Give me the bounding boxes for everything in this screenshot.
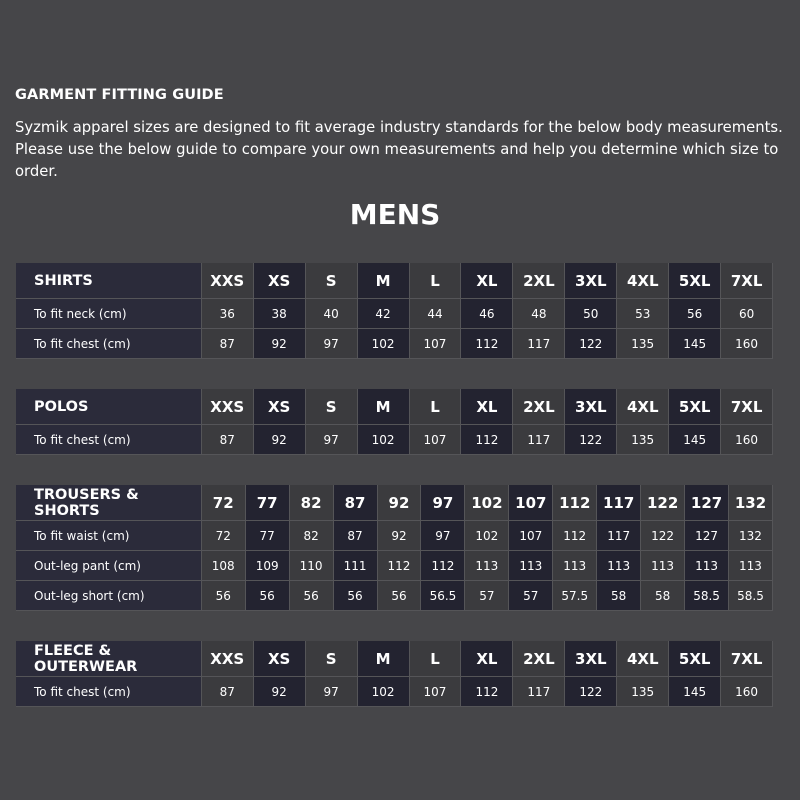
size-column-header: 2XL bbox=[513, 263, 565, 299]
measurement-value: 102 bbox=[465, 521, 509, 551]
measurement-value: 50 bbox=[565, 299, 617, 329]
size-column-header: XL bbox=[461, 641, 513, 677]
size-column-header: 4XL bbox=[617, 263, 669, 299]
size-column-header: 3XL bbox=[565, 389, 617, 425]
measurement-value: 160 bbox=[721, 425, 773, 455]
size-column-header: M bbox=[358, 263, 410, 299]
size-column-header: 82 bbox=[290, 485, 334, 521]
size-column-header: 87 bbox=[334, 485, 378, 521]
size-column-header: 97 bbox=[421, 485, 465, 521]
measurement-value: 113 bbox=[597, 551, 641, 581]
size-column-header: 117 bbox=[597, 485, 641, 521]
size-column-header: S bbox=[306, 641, 358, 677]
size-column-header: 4XL bbox=[617, 641, 669, 677]
measurement-value: 112 bbox=[553, 521, 597, 551]
measurement-value: 113 bbox=[465, 551, 509, 581]
measurement-value: 87 bbox=[202, 677, 254, 707]
measurement-value: 77 bbox=[246, 521, 290, 551]
measurement-value: 58 bbox=[597, 581, 641, 611]
measurement-value: 57 bbox=[465, 581, 509, 611]
measurement-value: 97 bbox=[306, 329, 358, 359]
measurement-value: 56 bbox=[290, 581, 334, 611]
polos-size-table bbox=[16, 389, 773, 455]
table-row bbox=[16, 521, 773, 551]
table-row bbox=[16, 329, 773, 359]
table-row bbox=[16, 299, 773, 329]
size-column-header: 7XL bbox=[721, 263, 773, 299]
size-column-header: 7XL bbox=[721, 641, 773, 677]
measurement-value: 42 bbox=[358, 299, 410, 329]
size-column-header: XS bbox=[254, 389, 306, 425]
measurement-value: 145 bbox=[669, 677, 721, 707]
size-column-header: XS bbox=[254, 263, 306, 299]
measurement-value: 56 bbox=[246, 581, 290, 611]
size-column-header: 122 bbox=[641, 485, 685, 521]
size-column-header: S bbox=[306, 389, 358, 425]
measurement-value: 40 bbox=[306, 299, 358, 329]
measurement-value: 112 bbox=[378, 551, 422, 581]
measurement-value: 102 bbox=[358, 677, 410, 707]
measurement-value: 112 bbox=[461, 425, 513, 455]
measurement-label: Out-leg short (cm) bbox=[16, 581, 202, 611]
measurement-value: 113 bbox=[641, 551, 685, 581]
measurement-value: 58.5 bbox=[685, 581, 729, 611]
size-column-header: M bbox=[358, 389, 410, 425]
size-column-header: 3XL bbox=[565, 263, 617, 299]
measurement-label: Out-leg pant (cm) bbox=[16, 551, 202, 581]
measurement-value: 92 bbox=[378, 521, 422, 551]
measurement-value: 160 bbox=[721, 677, 773, 707]
trousers-shorts-size-table bbox=[16, 485, 773, 611]
measurement-value: 58 bbox=[641, 581, 685, 611]
size-column-header: XL bbox=[461, 263, 513, 299]
measurement-value: 112 bbox=[461, 329, 513, 359]
size-column-header: XL bbox=[461, 389, 513, 425]
measurement-value: 48 bbox=[513, 299, 565, 329]
measurement-value: 38 bbox=[254, 299, 306, 329]
measurement-value: 44 bbox=[410, 299, 462, 329]
measurement-label: To fit chest (cm) bbox=[16, 425, 202, 455]
section-title: MENS bbox=[349, 198, 441, 231]
page-heading: GARMENT FITTING GUIDE bbox=[15, 87, 224, 103]
table-row bbox=[16, 581, 773, 611]
table-header-row bbox=[16, 263, 773, 299]
measurement-value: 127 bbox=[685, 521, 729, 551]
measurement-value: 107 bbox=[410, 677, 462, 707]
shirts-size-table bbox=[16, 263, 773, 359]
measurement-value: 135 bbox=[617, 329, 669, 359]
measurement-label: To fit neck (cm) bbox=[16, 299, 202, 329]
measurement-value: 108 bbox=[202, 551, 246, 581]
table-row bbox=[16, 425, 773, 455]
measurement-value: 57.5 bbox=[553, 581, 597, 611]
measurement-value: 102 bbox=[358, 329, 410, 359]
size-column-header: 107 bbox=[509, 485, 553, 521]
size-column-header: L bbox=[410, 263, 462, 299]
measurement-value: 60 bbox=[721, 299, 773, 329]
measurement-value: 113 bbox=[729, 551, 773, 581]
measurement-value: 117 bbox=[513, 425, 565, 455]
measurement-value: 97 bbox=[421, 521, 465, 551]
measurement-value: 107 bbox=[410, 425, 462, 455]
size-column-header: S bbox=[306, 263, 358, 299]
measurement-value: 56 bbox=[669, 299, 721, 329]
size-column-header: 2XL bbox=[513, 389, 565, 425]
size-column-header: 72 bbox=[202, 485, 246, 521]
measurement-value: 87 bbox=[202, 425, 254, 455]
measurement-value: 145 bbox=[669, 425, 721, 455]
size-column-header: 102 bbox=[465, 485, 509, 521]
table-title: SHIRTS bbox=[16, 263, 202, 299]
measurement-value: 112 bbox=[421, 551, 465, 581]
size-column-header: 5XL bbox=[669, 263, 721, 299]
measurement-value: 117 bbox=[597, 521, 641, 551]
measurement-value: 135 bbox=[617, 425, 669, 455]
measurement-value: 160 bbox=[721, 329, 773, 359]
measurement-value: 117 bbox=[513, 677, 565, 707]
measurement-value: 111 bbox=[334, 551, 378, 581]
measurement-value: 92 bbox=[254, 677, 306, 707]
size-column-header: 92 bbox=[378, 485, 422, 521]
measurement-label: To fit waist (cm) bbox=[16, 521, 202, 551]
measurement-value: 92 bbox=[254, 425, 306, 455]
measurement-value: 87 bbox=[334, 521, 378, 551]
table-title: POLOS bbox=[16, 389, 202, 425]
measurement-value: 92 bbox=[254, 329, 306, 359]
size-column-header: 132 bbox=[729, 485, 773, 521]
measurement-value: 122 bbox=[565, 329, 617, 359]
size-column-header: 127 bbox=[685, 485, 729, 521]
fleece-outerwear-size-table bbox=[16, 641, 773, 707]
measurement-value: 56 bbox=[378, 581, 422, 611]
size-column-header: 77 bbox=[246, 485, 290, 521]
measurement-value: 36 bbox=[202, 299, 254, 329]
size-column-header: 2XL bbox=[513, 641, 565, 677]
size-column-header: 3XL bbox=[565, 641, 617, 677]
measurement-value: 97 bbox=[306, 425, 358, 455]
measurement-value: 113 bbox=[685, 551, 729, 581]
measurement-value: 112 bbox=[461, 677, 513, 707]
measurement-value: 107 bbox=[410, 329, 462, 359]
measurement-value: 107 bbox=[509, 521, 553, 551]
measurement-value: 56 bbox=[202, 581, 246, 611]
measurement-value: 122 bbox=[565, 677, 617, 707]
measurement-value: 58.5 bbox=[729, 581, 773, 611]
size-column-header: XXS bbox=[202, 641, 254, 677]
table-row bbox=[16, 551, 773, 581]
measurement-value: 117 bbox=[513, 329, 565, 359]
measurement-value: 57 bbox=[509, 581, 553, 611]
table-title: TROUSERS & SHORTS bbox=[16, 485, 202, 521]
size-column-header: 7XL bbox=[721, 389, 773, 425]
table-header-row bbox=[16, 485, 773, 521]
table-header-row bbox=[16, 389, 773, 425]
measurement-value: 87 bbox=[202, 329, 254, 359]
measurement-value: 109 bbox=[246, 551, 290, 581]
measurement-value: 110 bbox=[290, 551, 334, 581]
measurement-value: 132 bbox=[729, 521, 773, 551]
measurement-value: 102 bbox=[358, 425, 410, 455]
measurement-value: 135 bbox=[617, 677, 669, 707]
measurement-value: 122 bbox=[565, 425, 617, 455]
measurement-value: 56 bbox=[334, 581, 378, 611]
size-column-header: 5XL bbox=[669, 641, 721, 677]
measurement-label: To fit chest (cm) bbox=[16, 329, 202, 359]
intro-text: Syzmik apparel sizes are designed to fit average industry standards for the below body measurements. Please use the below guide to compare your own measurements and help you determine which size to order. bbox=[15, 119, 783, 180]
size-column-header: L bbox=[410, 389, 462, 425]
size-column-header: L bbox=[410, 641, 462, 677]
size-column-header: 5XL bbox=[669, 389, 721, 425]
measurement-value: 113 bbox=[553, 551, 597, 581]
table-title: FLEECE & OUTERWEAR bbox=[16, 641, 202, 677]
measurement-value: 72 bbox=[202, 521, 246, 551]
size-column-header: 4XL bbox=[617, 389, 669, 425]
table-row bbox=[16, 677, 773, 707]
size-column-header: XS bbox=[254, 641, 306, 677]
size-column-header: XXS bbox=[202, 263, 254, 299]
table-header-row bbox=[16, 641, 773, 677]
size-column-header: XXS bbox=[202, 389, 254, 425]
measurement-value: 122 bbox=[641, 521, 685, 551]
measurement-value: 82 bbox=[290, 521, 334, 551]
measurement-value: 46 bbox=[461, 299, 513, 329]
size-column-header: M bbox=[358, 641, 410, 677]
measurement-value: 113 bbox=[509, 551, 553, 581]
size-column-header: 112 bbox=[553, 485, 597, 521]
measurement-value: 56.5 bbox=[421, 581, 465, 611]
measurement-value: 97 bbox=[306, 677, 358, 707]
measurement-value: 53 bbox=[617, 299, 669, 329]
measurement-value: 145 bbox=[669, 329, 721, 359]
measurement-label: To fit chest (cm) bbox=[16, 677, 202, 707]
